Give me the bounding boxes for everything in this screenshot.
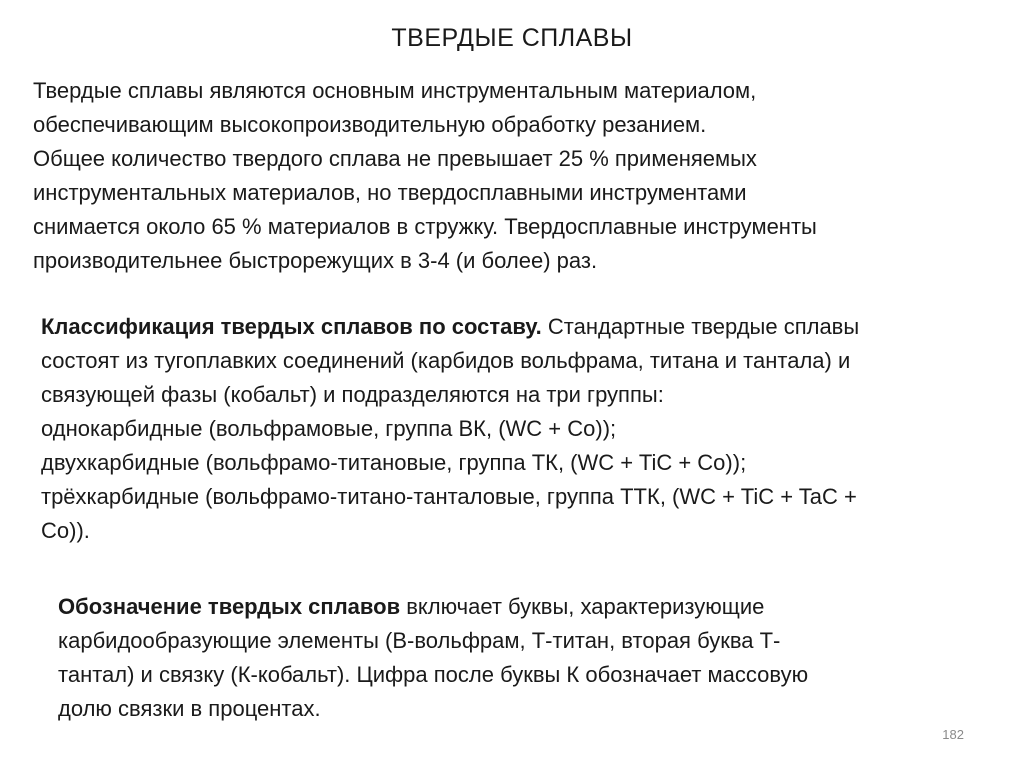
designation-heading: Обозначение твердых сплавов bbox=[58, 594, 401, 619]
intro-line: производительнее быстрорежущих в 3-4 (и более) раз. bbox=[33, 248, 598, 273]
intro-line: Твердые сплавы являются основным инструментальным материалом, bbox=[33, 78, 757, 103]
classification-heading: Классификация твердых сплавов по составу. bbox=[41, 314, 542, 339]
slide-title: ТВЕРДЫЕ СПЛАВЫ bbox=[391, 24, 633, 52]
designation-first-line-text: включает буквы, характеризующие bbox=[400, 594, 765, 619]
designation-paragraph bbox=[58, 590, 978, 726]
classification-line: состоят из тугоплавких соединений (карбидов вольфрама, титана и тантала) и bbox=[41, 348, 851, 373]
classification-first-line-text: Стандартные твердые сплавы bbox=[541, 314, 860, 339]
designation-line: тантал) и связку (К-кобальт). Цифра после буквы К обозначает массовую bbox=[58, 662, 809, 687]
classification-line: связующей фазы (кобальт) и подразделяются на три группы: bbox=[41, 382, 664, 407]
classification-line: однокарбидные (вольфрамовые, группа ВК, (WC + Co)); bbox=[41, 416, 617, 441]
intro-line: обеспечивающим высокопроизводительную обработку резанием. bbox=[33, 112, 707, 137]
designation-line: карбидообразующие элементы (В-вольфрам, Т-титан, вторая буква Т- bbox=[58, 628, 781, 653]
designation-first-line bbox=[58, 590, 978, 624]
intro-line: снимается около 65 % материалов в стружку. Твердосплавные инструменты bbox=[33, 214, 817, 239]
intro-line: Общее количество твердого сплава не превышает 25 % применяемых bbox=[33, 146, 757, 171]
classification-line: трёхкарбидные (вольфрамо-титано-танталовые, группа ТТК, (WC + TiC + TaC + bbox=[41, 484, 857, 509]
classification-line: Co)). bbox=[41, 518, 90, 543]
classification-first-line bbox=[41, 310, 1001, 344]
intro-paragraph bbox=[33, 74, 993, 278]
intro-line: инструментальных материалов, но твердосплавными инструментами bbox=[33, 180, 747, 205]
classification-paragraph bbox=[41, 310, 1001, 548]
classification-line: двухкарбидные (вольфрамо-титановые, группа ТК, (WC + TiC + Co)); bbox=[41, 450, 747, 475]
page-number: 182 bbox=[942, 727, 964, 742]
designation-line: долю связки в процентах. bbox=[58, 696, 321, 721]
